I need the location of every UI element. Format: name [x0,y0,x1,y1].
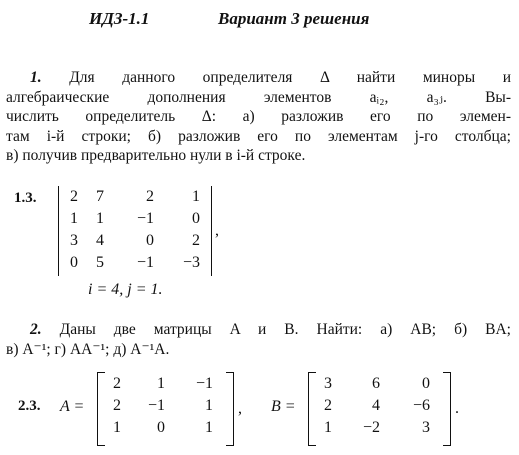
matrix-separator: , [238,400,242,417]
task1-line-1 [6,68,511,88]
det-cell: 0 [192,210,200,227]
det-cell: 4 [96,232,104,249]
matrix-b-row [314,417,434,439]
det-cell: −1 [136,210,154,227]
matrix-a-cell: 1 [205,419,213,436]
task2-line-1 [6,320,511,340]
matrix-a-table [103,373,217,439]
det-cell: −1 [136,254,154,271]
matrix-b-row [314,395,434,417]
matrix-b-row [314,373,434,395]
matrix-a-cell: 1 [113,419,121,436]
task1-line-2: алгебраические дополнения элементов aᵢ₂, a₃ⱼ. Вы- [6,88,511,106]
matrix-b-right-bracket [443,372,451,446]
matrix-b-cell: 2 [324,397,332,414]
doc-title: ИДЗ-1.1 [89,9,150,28]
det-cell: 7 [96,188,104,205]
task1-line-1-text: Для данного определителя Δ найти миноры и [69,69,512,86]
matrix-b-cell: 1 [324,419,332,436]
det-left-bar [58,186,59,276]
det-cell: −3 [182,254,200,271]
det-row [60,186,204,208]
det-cell: 0 [146,232,154,249]
matrix-a-cell: 2 [113,397,121,414]
matrix-end-period: . [455,400,459,417]
det-row [60,252,204,274]
matrix-b-name: B = [271,398,296,415]
det-cell: 0 [70,254,78,271]
task1-number: 1. [30,69,42,86]
matrix-a-cell: 1 [205,397,213,414]
task2-line-1-text: Даны две матрицы A и B. Найти: а) AB; б) BA; [59,321,511,338]
det-cell: 2 [146,188,154,205]
determinant-table [60,186,204,274]
task2-paragraph [6,320,511,359]
matrix-b-cell: 3 [324,375,332,392]
det-cell: 1 [96,210,104,227]
task1-line-3: числить определитель Δ: а) разложив его по элемен- [6,108,511,125]
det-comma: , [215,222,219,239]
matrix-a-cell: −1 [195,375,213,392]
matrix-a-cell: 0 [157,419,165,436]
matrix-b-cell: 0 [422,375,430,392]
det-row [60,230,204,252]
matrix-a-cell: 2 [113,375,121,392]
det-cell: 2 [192,232,200,249]
task2-line-2: в) A⁻¹; г) AA⁻¹; д) A⁻¹A. [6,340,170,358]
task2-number: 2. [30,321,42,338]
det-cell: 1 [70,210,78,227]
det-right-bar [211,186,212,276]
matrix-a-cell: −1 [147,397,165,414]
matrix-b-cell: 4 [372,397,380,414]
matrix-b-cell: −2 [362,419,380,436]
matrix-a-row [103,395,217,417]
task1-line-4: там i-й строки; б) разложив его по элементам j-го столбца; [6,127,511,145]
task1-paragraph [6,68,511,166]
det-cell: 5 [96,254,104,271]
det-cell: 1 [192,188,200,205]
det-row [60,208,204,230]
det-cell: 2 [70,188,78,205]
det-params: i = 4, j = 1. [88,281,163,298]
matrix-b-table [314,373,434,439]
det-label: 1.3. [14,190,37,206]
matrix-b-cell: 3 [422,419,430,436]
matrix-a-row [103,417,217,439]
matrix-b-cell: 6 [372,375,380,392]
matrix-a-cell: 1 [157,375,165,392]
matrices-label: 2.3. [18,398,41,414]
matrix-a-right-bracket [226,372,234,446]
task1-line-5: в) получив предварительно нули в i-й строке. [6,147,306,164]
variant-title: Вариант 3 решения [218,9,370,28]
matrix-a-name: A = [60,398,85,415]
matrix-a-row [103,373,217,395]
matrix-b-cell: −6 [412,397,430,414]
det-cell: 3 [70,232,78,249]
